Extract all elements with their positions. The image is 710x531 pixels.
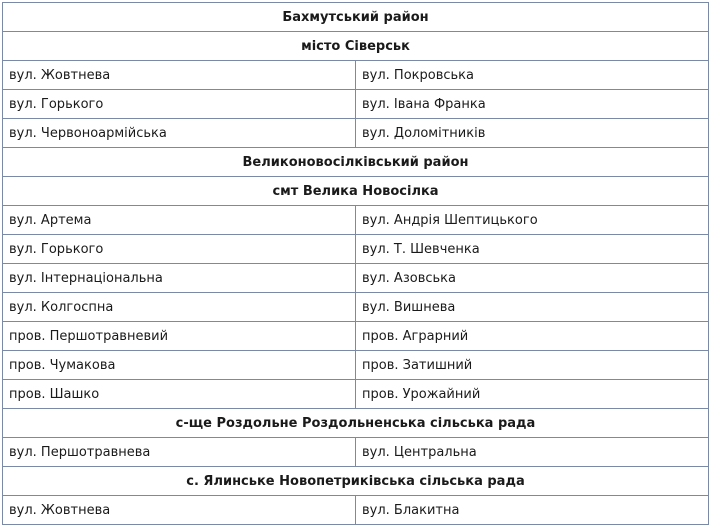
street-cell-right: вул. Доломітників — [356, 119, 709, 148]
street-cell-right: вул. Івана Франка — [356, 90, 709, 119]
table-row — [3, 351, 709, 380]
street-cell-right: вул. Андрія Шептицького — [356, 206, 709, 235]
table-row — [3, 235, 709, 264]
street-cell-right: пров. Аграрний — [356, 322, 709, 351]
table-row — [3, 119, 709, 148]
streets-table-body — [3, 3, 709, 525]
section-header: Великоновосілківський район — [3, 148, 709, 177]
street-cell-left: вул. Артема — [3, 206, 356, 235]
street-cell-right: вул. Центральна — [356, 438, 709, 467]
street-cell-right: пров. Урожайний — [356, 380, 709, 409]
section-header: місто Сіверськ — [3, 32, 709, 61]
street-cell-left: пров. Чумакова — [3, 351, 356, 380]
section-header: с. Ялинське Новопетриківська сільська рада — [3, 467, 709, 496]
section-header: Бахмутський район — [3, 3, 709, 32]
street-cell-left: пров. Шашко — [3, 380, 356, 409]
street-cell-right: вул. Азовська — [356, 264, 709, 293]
section-header: с-ще Роздольне Роздольненська сільська рада — [3, 409, 709, 438]
street-cell-right: вул. Блакитна — [356, 496, 709, 525]
table-row — [3, 206, 709, 235]
street-cell-left: вул. Горького — [3, 90, 356, 119]
table-row — [3, 438, 709, 467]
streets-table — [2, 2, 709, 525]
street-cell-right: вул. Т. Шевченка — [356, 235, 709, 264]
table-row — [3, 293, 709, 322]
section-header-row — [3, 409, 709, 438]
section-header-row — [3, 32, 709, 61]
table-row — [3, 264, 709, 293]
section-header-row — [3, 177, 709, 206]
street-cell-left: вул. Горького — [3, 235, 356, 264]
section-header: смт Велика Новосілка — [3, 177, 709, 206]
street-cell-right: вул. Покровська — [356, 61, 709, 90]
street-cell-left: вул. Червоноармійська — [3, 119, 356, 148]
table-row — [3, 90, 709, 119]
table-row — [3, 496, 709, 525]
street-cell-left: вул. Колгоспна — [3, 293, 356, 322]
street-cell-left: вул. Першотравнева — [3, 438, 356, 467]
street-cell-left: вул. Жовтнева — [3, 496, 356, 525]
street-cell-right: вул. Вишнева — [356, 293, 709, 322]
table-row — [3, 322, 709, 351]
street-cell-left: пров. Першотравневий — [3, 322, 356, 351]
section-header-row — [3, 467, 709, 496]
table-row — [3, 380, 709, 409]
street-cell-right: пров. Затишний — [356, 351, 709, 380]
section-header-row — [3, 148, 709, 177]
section-header-row — [3, 3, 709, 32]
street-cell-left: вул. Інтернаціональна — [3, 264, 356, 293]
street-cell-left: вул. Жовтнева — [3, 61, 356, 90]
table-row — [3, 61, 709, 90]
